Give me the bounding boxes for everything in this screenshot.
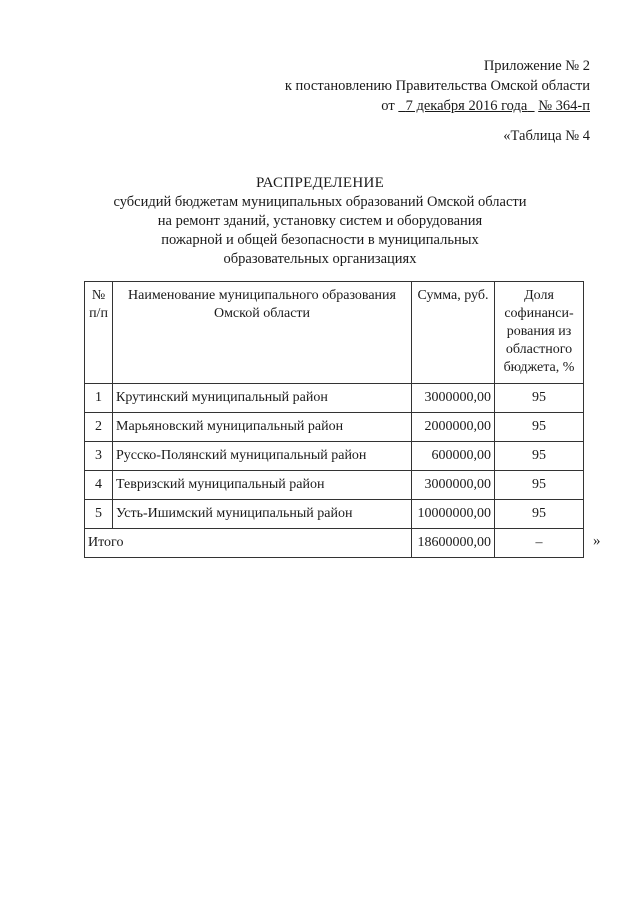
document-title bbox=[0, 174, 640, 269]
total-label: Итого bbox=[85, 529, 412, 558]
table-header-row bbox=[85, 282, 584, 384]
title-line: субсидий бюджетам муниципальных образований Омской области bbox=[113, 194, 527, 210]
row-num: 1 bbox=[85, 384, 113, 413]
row-sum: 2000000,00 bbox=[412, 413, 495, 442]
closing-quote: » bbox=[593, 533, 601, 549]
table-row bbox=[85, 471, 584, 500]
row-name: Усть-Ишимский муниципальный район bbox=[113, 500, 412, 529]
row-share: 95 bbox=[495, 413, 584, 442]
resolution-reference: к постановлению Правительства Омской области bbox=[284, 78, 590, 94]
row-sum: 3000000,00 bbox=[412, 384, 495, 413]
row-name: Крутинский муниципальный район bbox=[113, 384, 412, 413]
appendix-label: Приложение № 2 bbox=[483, 58, 590, 74]
table-row bbox=[85, 500, 584, 529]
row-share: 95 bbox=[495, 471, 584, 500]
header-name: Наименование муниципального образования Омской области bbox=[113, 282, 412, 384]
resolution-date-line bbox=[285, 96, 590, 116]
table-row bbox=[85, 442, 584, 471]
row-sum: 600000,00 bbox=[412, 442, 495, 471]
table-row bbox=[85, 384, 584, 413]
header-share: Доля софинанси-рования из областного бюджета, % bbox=[495, 282, 584, 384]
row-share: 95 bbox=[495, 500, 584, 529]
row-name: Марьяновский муниципальный район bbox=[113, 413, 412, 442]
row-sum: 10000000,00 bbox=[412, 500, 495, 529]
table-row bbox=[85, 413, 584, 442]
header-num: № п/п bbox=[85, 282, 113, 384]
title-line: на ремонт зданий, установку систем и оборудования bbox=[157, 213, 483, 229]
table-total-row bbox=[85, 529, 584, 558]
title-line: образовательных организациях bbox=[223, 251, 417, 267]
row-num: 5 bbox=[85, 500, 113, 529]
resolution-date: 7 декабря 2016 года bbox=[405, 98, 528, 114]
total-sum: 18600000,00 bbox=[412, 529, 495, 558]
table-reference: «Таблица № 4 bbox=[503, 128, 590, 144]
row-name: Русско-Полянский муниципальный район bbox=[113, 442, 412, 471]
row-sum: 3000000,00 bbox=[412, 471, 495, 500]
distribution-table bbox=[84, 281, 584, 558]
total-share: – bbox=[495, 529, 584, 558]
row-name: Тевризский муниципальный район bbox=[113, 471, 412, 500]
row-share: 95 bbox=[495, 384, 584, 413]
row-share: 95 bbox=[495, 442, 584, 471]
resolution-number: № 364-п bbox=[538, 98, 590, 114]
date-prefix: от bbox=[381, 98, 395, 114]
title-line: пожарной и общей безопасности в муниципальных bbox=[161, 232, 479, 248]
document-header bbox=[285, 56, 590, 116]
row-num: 2 bbox=[85, 413, 113, 442]
header-sum: Сумма, руб. bbox=[412, 282, 495, 384]
row-num: 4 bbox=[85, 471, 113, 500]
row-num: 3 bbox=[85, 442, 113, 471]
title-main: РАСПРЕДЕЛЕНИЕ bbox=[255, 175, 385, 191]
